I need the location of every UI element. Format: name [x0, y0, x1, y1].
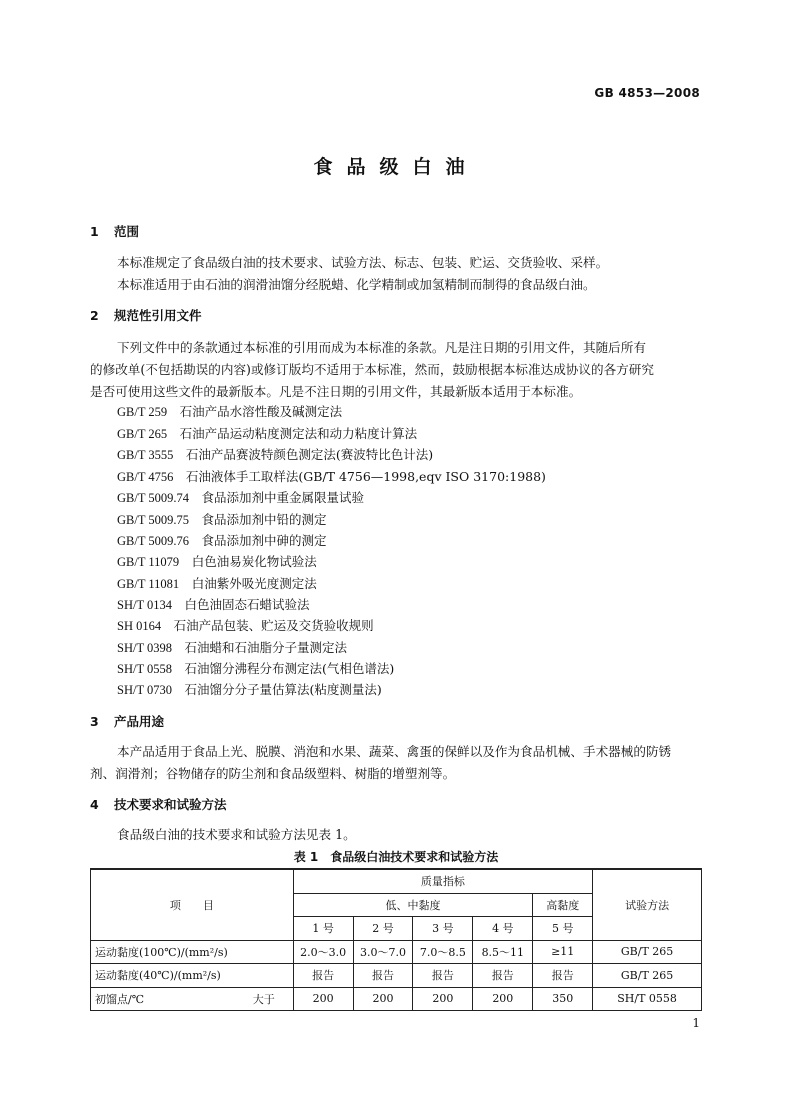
table-cell: 200 [353, 987, 413, 1011]
ref-name: 石油产品赛波特颜色测定法(赛波特比色计法) [185, 447, 434, 462]
table-cell: 报告 [473, 964, 533, 988]
ref-name: 石油液体手工取样法(GB/T 4756—1998,eqv ISO 3170:1988) [185, 469, 546, 484]
table-cell: 8.5～11 [473, 940, 533, 964]
table-cell: 200 [293, 987, 353, 1011]
section-2-intro-line-2: 的修改单(不包括勘误的内容)或修订版均不适用于本标准，然而，鼓励根据本标准达成协议的各方研究 [90, 362, 654, 377]
section-4-para-1: 食品级白油的技术要求和试验方法见表 1。 [117, 827, 356, 842]
ref-name: 白色油易炭化物试验法 [191, 554, 317, 569]
ref-code: GB/T 5009.75 [117, 513, 189, 527]
ref-item [117, 574, 317, 592]
table-header-grade: 2 号 [353, 917, 413, 941]
ref-name: 石油馏分沸程分布测定法(气相色谱法) [184, 661, 395, 676]
table-cell: 报告 [533, 964, 593, 988]
table-header-low-mid: 低、中黏度 [293, 893, 533, 917]
table-row [91, 987, 702, 1011]
table-cell-method: GB/T 265 [593, 940, 702, 964]
table-header-grade: 3 号 [413, 917, 473, 941]
ref-item [117, 680, 382, 698]
ref-name: 石油蜡和石油脂分子量测定法 [184, 640, 348, 655]
ref-item [117, 638, 347, 656]
ref-name: 食品添加剂中铅的测定 [201, 512, 327, 527]
section-2-heading [90, 306, 202, 324]
table-header-item: 项 目 [91, 869, 294, 940]
table-cell: 350 [533, 987, 593, 1011]
section-title: 技术要求和试验方法 [114, 797, 227, 812]
section-number: 4 [90, 797, 99, 812]
section-title: 范围 [114, 224, 140, 239]
table-cell: 200 [473, 987, 533, 1011]
row-item-label: 运动黏度(100℃)/(mm²/s) [91, 940, 294, 964]
ref-item [117, 467, 546, 485]
standard-code: GB 4853—2008 [594, 86, 700, 100]
document-title: 食品级白油 [313, 156, 479, 178]
section-3-para-line-1: 本产品适用于食品上光、脱膜、消泡和水果、蔬菜、禽蛋的保鲜以及作为食品机械、手术器械的防锈 [117, 744, 672, 759]
ref-code: GB/T 5009.74 [117, 491, 189, 505]
table-cell: 报告 [353, 964, 413, 988]
ref-item [117, 531, 327, 549]
ref-name: 石油产品包装、贮运及交货验收规则 [173, 618, 374, 633]
section-3-para-line-2: 剂、润滑剂；谷物储存的防尘剂和食品级塑料、树脂的增塑剂等。 [90, 766, 456, 781]
table-header-high: 高黏度 [533, 893, 593, 917]
table-header-method: 试验方法 [593, 869, 702, 940]
section-2-intro-line-3: 是否可使用这些文件的最新版本。凡是不注日期的引用文件，其最新版本适用于本标准。 [90, 384, 582, 399]
ref-code: GB/T 11079 [117, 555, 180, 569]
table-cell: ≥11 [533, 940, 593, 964]
ref-code: GB/T 3555 [117, 448, 174, 462]
ref-code: SH/T 0134 [117, 598, 172, 612]
section-number: 1 [90, 224, 99, 239]
table-header-grade: 4 号 [473, 917, 533, 941]
ref-name: 白油紫外吸光度测定法 [191, 576, 317, 591]
table-row [91, 964, 702, 988]
ref-name: 食品添加剂中重金属限量试验 [201, 490, 365, 505]
ref-code: SH/T 0558 [117, 662, 172, 676]
table-cell: 3.0～7.0 [353, 940, 413, 964]
section-1-para-2: 本标准适用于由石油的润滑油馏分经脱蜡、化学精制或加氢精制而制得的食品级白油。 [117, 277, 596, 292]
ref-item [117, 552, 317, 570]
section-1-heading [90, 222, 139, 240]
ref-item [117, 424, 417, 442]
table-cell-method: GB/T 265 [593, 964, 702, 988]
table-cell: 200 [413, 987, 473, 1011]
spec-table [90, 868, 702, 1011]
table-cell: 报告 [413, 964, 473, 988]
row-item-suffix: 大于 [252, 992, 275, 1006]
ref-item [117, 659, 394, 677]
ref-item [117, 488, 364, 506]
table-row [91, 940, 702, 964]
ref-item [117, 402, 342, 420]
table-cell: 2.0～3.0 [293, 940, 353, 964]
table-cell: 报告 [293, 964, 353, 988]
ref-item [117, 616, 374, 634]
ref-name: 石油产品运动粘度测定法和动力粘度计算法 [179, 426, 418, 441]
ref-code: GB/T 259 [117, 405, 168, 419]
ref-code: GB/T 4756 [117, 470, 174, 484]
ref-code: SH 0164 [117, 619, 162, 633]
ref-name: 石油馏分分子量估算法(粘度测量法) [184, 682, 382, 697]
row-item-label [91, 987, 294, 1011]
table-cell-method: SH/T 0558 [593, 987, 702, 1011]
section-number: 2 [90, 308, 99, 323]
row-item-text: 初馏点/℃ [95, 992, 145, 1006]
ref-name: 白色油固态石蜡试验法 [184, 597, 310, 612]
table-header-grade: 5 号 [533, 917, 593, 941]
ref-item [117, 595, 310, 613]
section-number: 3 [90, 714, 99, 729]
ref-item [117, 445, 433, 463]
section-title: 产品用途 [114, 714, 165, 729]
section-4-heading [90, 795, 227, 813]
section-2-intro-line-1: 下列文件中的条款通过本标准的引用而成为本标准的条款。凡是注日期的引用文件，其随后所有 [117, 340, 646, 355]
page-number: 1 [692, 1016, 700, 1030]
section-3-heading [90, 712, 164, 730]
ref-name: 石油产品水溶性酸及碱测定法 [179, 404, 343, 419]
ref-code: SH/T 0398 [117, 641, 172, 655]
section-1-para-1: 本标准规定了食品级白油的技术要求、试验方法、标志、包装、贮运、交货验收、采样。 [117, 255, 609, 270]
ref-code: GB/T 265 [117, 427, 168, 441]
ref-code: GB/T 5009.76 [117, 534, 189, 548]
ref-code: SH/T 0730 [117, 683, 172, 697]
table-cell: 7.0～8.5 [413, 940, 473, 964]
section-title: 规范性引用文件 [114, 308, 202, 323]
ref-code: GB/T 11081 [117, 577, 180, 591]
table-caption: 表 1 食品级白油技术要求和试验方法 [293, 850, 499, 864]
table-header-grade: 1 号 [293, 917, 353, 941]
table-header-quality: 质量指标 [293, 869, 592, 893]
ref-item [117, 510, 327, 528]
ref-name: 食品添加剂中砷的测定 [201, 533, 327, 548]
row-item-label: 运动黏度(40℃)/(mm²/s) [91, 964, 294, 988]
